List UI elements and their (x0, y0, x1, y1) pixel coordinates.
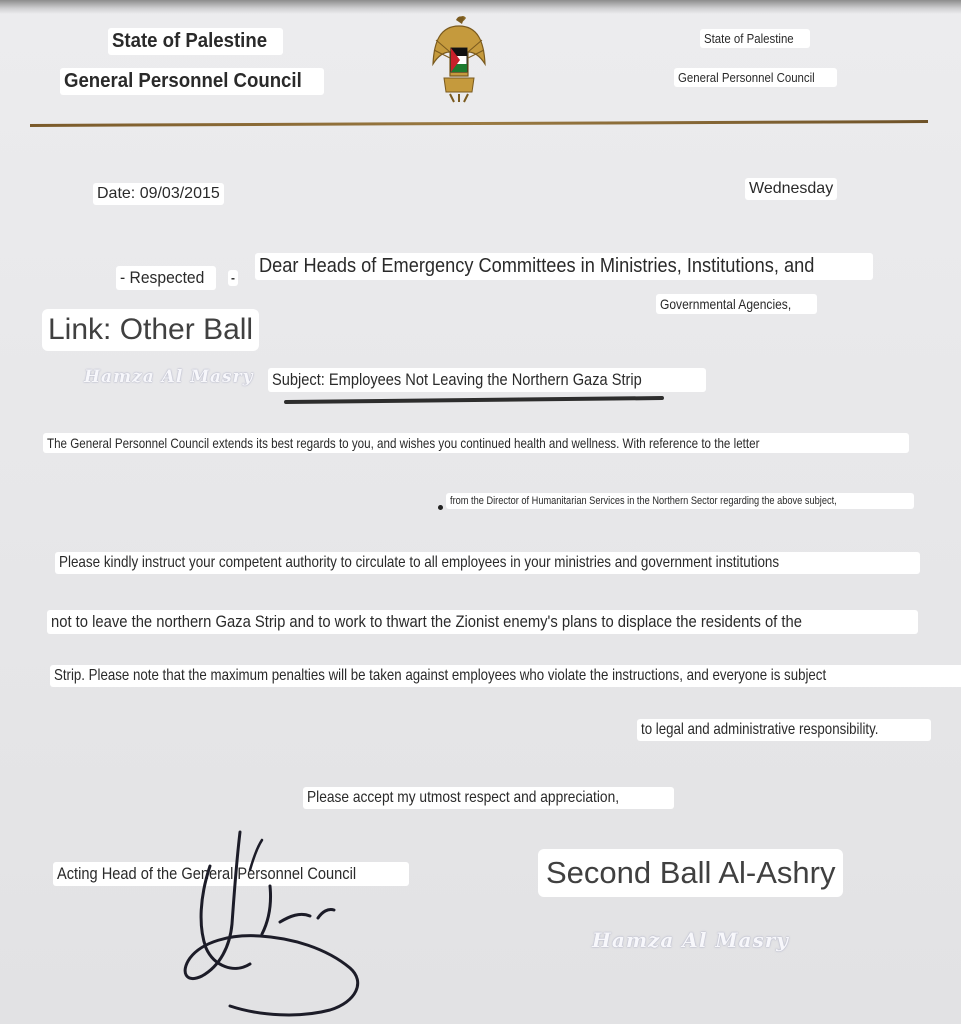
closing: Please accept my utmost respect and appreciation, (303, 787, 674, 809)
salutation-dash: - (228, 270, 238, 286)
link-label: Link: Other Ball (42, 309, 259, 351)
bullet-icon (438, 505, 443, 510)
signature-title: Acting Head of the General Personnel Council (53, 862, 409, 886)
date: Date: 09/03/2015 (93, 183, 224, 205)
watermark-left: Hamza Al Masry (84, 367, 254, 387)
header-right-line2: General Personnel Council (674, 68, 837, 87)
header-left-line1: State of Palestine (108, 28, 283, 55)
watermark-right: Hamza Al Masry (592, 928, 789, 952)
subject-underline (284, 396, 664, 404)
header-divider (30, 120, 928, 127)
body-line-5: Strip. Please note that the maximum penalties will be taken against employees who violate the instructions, and everyone is subject (50, 665, 961, 687)
subject-line: Subject: Employees Not Leaving the Northern Gaza Strip (268, 368, 706, 392)
weekday: Wednesday (745, 178, 837, 200)
header-left-line2: General Personnel Council (60, 68, 324, 95)
salutation-line2: Governmental Agencies, (656, 294, 817, 314)
body-line-3: Please kindly instruct your competent authority to circulate to all employees in your ministries and government institutions (55, 552, 920, 574)
handwritten-signature (150, 826, 380, 1024)
eagle-emblem-icon (430, 12, 488, 104)
body-line-6: to legal and administrative responsibility. (637, 719, 931, 741)
salutation-respected: - Respected (116, 266, 216, 290)
body-line-4: not to leave the northern Gaza Strip and to work to thwart the Zionist enemy's plans to displace the residents of the (47, 610, 918, 634)
salutation-line1: Dear Heads of Emergency Committees in Ministries, Institutions, and (255, 253, 873, 280)
body-line-1: The General Personnel Council extends its best regards to you, and wishes you continued health and wellness. With reference to the letter (43, 433, 909, 453)
body-line-2: from the Director of Humanitarian Services in the Northern Sector regarding the above subject, (446, 493, 914, 509)
header-right-line1: State of Palestine (700, 29, 810, 48)
signatory-name: Second Ball Al-Ashry (538, 849, 843, 897)
